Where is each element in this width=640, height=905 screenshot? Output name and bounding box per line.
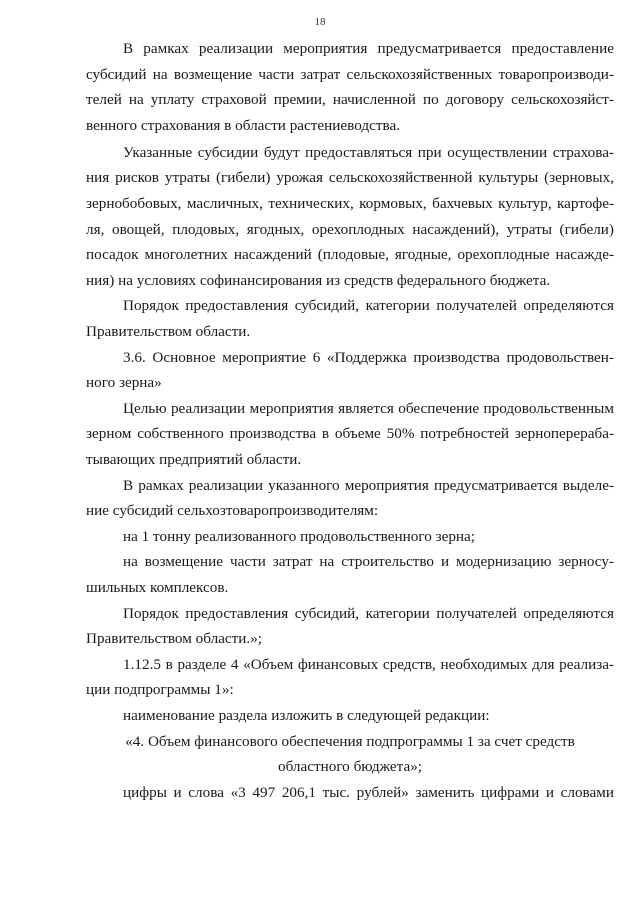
text-line: ции подпрограммы 1»: — [86, 681, 234, 699]
text-line: наименование раздела изложить в следующей редакции: — [123, 706, 490, 724]
text-line: Порядок предоставления субсидий, категории получателей определяются — [123, 604, 614, 622]
text-line: ния рисков утраты (гибели) урожая сельскохозяйственной культуры (зерновых, — [86, 169, 614, 187]
text-line: ние субсидий сельхозтоваропроизводителям: — [86, 502, 379, 520]
text-line: В рамках реализации указанного мероприятия предусматривается выделе- — [123, 476, 614, 494]
text-line: ного зерна» — [86, 374, 162, 392]
text-line: В рамках реализации мероприятия предусматривается предоставление — [123, 40, 614, 57]
text-line: Правительством области. — [86, 323, 251, 341]
text-line: посадок многолетних насаждений (плодовые, ягодные, орехоплодные насажде- — [86, 246, 614, 264]
text-line: зерном собственного производства в объеме 50% потребностей зерноперераба- — [86, 425, 614, 443]
text-line: на возмещение части затрат на строительство и модернизацию зерносу- — [123, 553, 614, 571]
text-line: тывающих предприятий области. — [86, 451, 302, 468]
text-line: зернобобовых, масличных, технических, кормовых, бахчевых культур, картофе- — [86, 195, 614, 213]
text-line: Указанные субсидии будут предоставляться при осуществлении страхова- — [123, 143, 614, 161]
text-line: ля, овощей, плодовых, ягодных, орехоплодных насаждений), утраты (гибели) — [86, 220, 614, 238]
text-line: цифры и слова «3 497 206,1 тыс. рублей» заменить цифрами и словами — [123, 783, 614, 801]
text-line: 1.12.5 в разделе 4 «Объем финансовых средств, необходимых для реализа- — [123, 655, 614, 673]
text-line: областного бюджета»; — [277, 758, 423, 776]
body-text — [86, 36, 614, 805]
text-line: субсидий на возмещение части затрат сельскохозяйственных товаропроизводи- — [86, 65, 614, 83]
text-line: шильных комплексов. — [86, 578, 229, 596]
text-line: телей на уплату страховой премии, начисленной по договору сельскохозяйст- — [86, 91, 614, 109]
text-line: ния) на условиях софинансирования из средств федерального бюджета. — [86, 271, 551, 289]
text-line: Правительством области.»; — [86, 630, 263, 648]
text-line: 3.6. Основное мероприятие 6 «Поддержка производства продовольствен- — [123, 348, 614, 366]
text-line: на 1 тонну реализованного продовольственного зерна; — [123, 527, 476, 545]
page-number: 18 — [314, 16, 326, 28]
text-line: Порядок предоставления субсидий, категории получателей определяются — [123, 297, 614, 315]
text-line: «4. Объем финансового обеспечения подпрограммы 1 за счет средств — [125, 732, 575, 750]
text-line: венного страхования в области растениеводства. — [86, 116, 400, 134]
text-line: Целью реализации мероприятия является обеспечение продовольственным — [123, 399, 614, 417]
